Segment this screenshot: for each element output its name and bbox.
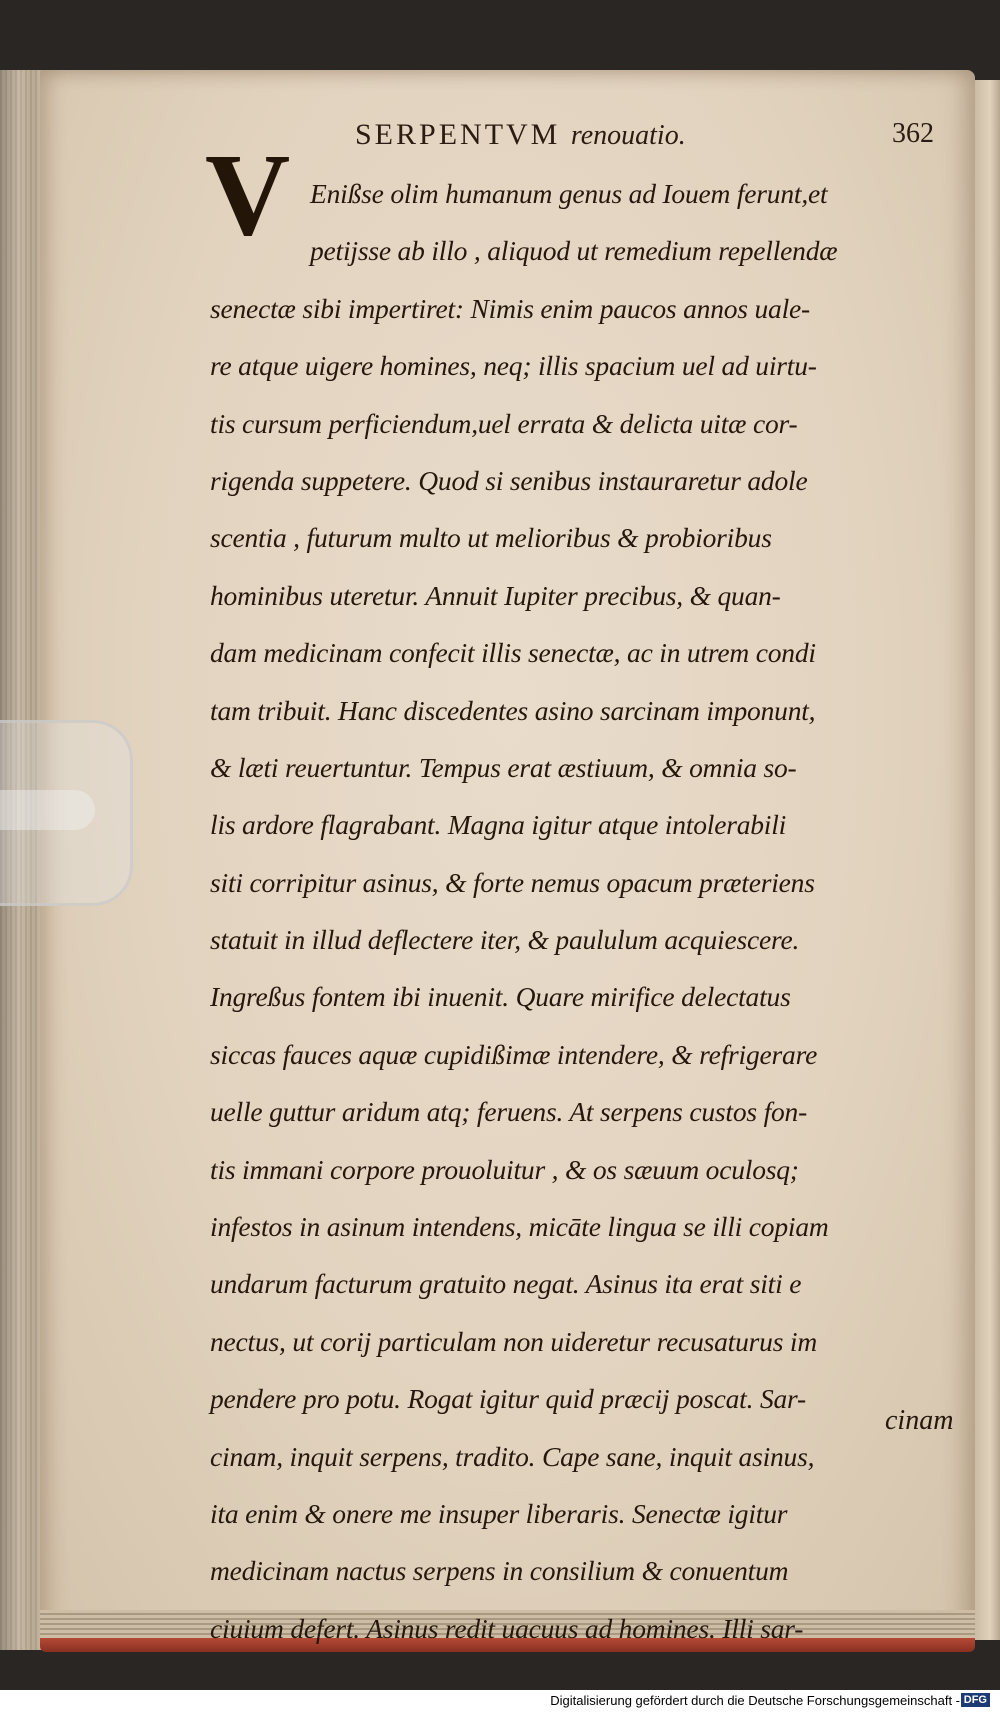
running-head <box>355 118 686 152</box>
text-line: scentia , futurum multo ut melioribus & probioribus <box>210 522 772 554</box>
drop-cap: V <box>205 129 291 260</box>
running-head-title: SERPENTVM <box>355 118 561 151</box>
text-line: & læti reuertuntur. Tempus erat æstiuum, & omnia so- <box>210 751 797 783</box>
text-line: re atque uigere homines, neq; illis spacium uel ad uirtu- <box>210 350 817 382</box>
text-line: ita enim & onere me insuper liberaris. Senectæ igitur <box>210 1497 788 1529</box>
page-edge-right <box>975 80 1000 1640</box>
text-line: siccas fauces aquæ cupidißimæ intendere, & refrigerare <box>210 1038 818 1070</box>
text-line: infestos in asinum intendens, micāte lingua se illi copiam <box>210 1211 829 1243</box>
bookmark-clip-inner <box>0 790 95 830</box>
text-line: rigenda suppetere. Quod si senibus instauraretur adole <box>210 464 808 496</box>
text-line: Ingreßus fontem ibi inuenit. Quare mirifice delectatus <box>210 981 791 1013</box>
text-line: tam tribuit. Hanc discedentes asino sarcinam imponunt, <box>210 694 816 726</box>
text-line: Enißse olim humanum genus ad Iouem ferunt,et <box>310 178 828 209</box>
text-line: senectæ sibi impertiret: Nimis enim paucos annos uale- <box>210 292 810 324</box>
page-number: 362 <box>892 118 934 149</box>
dfg-logo-icon: DFG <box>961 1693 990 1707</box>
text-line: hominibus uteretur. Annuit Iupiter precibus, & quan- <box>210 579 781 611</box>
text-line: siti corripitur asinus, & forte nemus opacum præteriens <box>210 866 815 898</box>
text-line: uelle guttur aridum atq; feruens. At serpens custos fon- <box>210 1096 808 1128</box>
text-line: nectus, ut corij particulam non uideretur recusaturus im <box>210 1325 817 1357</box>
text-line: statuit in illud deflectere iter, & paululum acquiescere. <box>210 924 800 956</box>
text-line: tis cursum perficiendum,uel errata & delicta uitæ cor- <box>210 407 798 439</box>
text-line: petijsse ab illo , aliquod ut remedium repellendæ <box>310 235 838 267</box>
text-line: lis ardore flagrabant. Magna igitur atque intolerabili <box>210 809 787 841</box>
text-line: medicinam nactus serpens in consilium & conuentum <box>210 1555 789 1587</box>
text-line: dam medicinam confecit illis senectæ, ac in utrem condi <box>210 637 816 669</box>
text-line: undarum facturum gratuito negat. Asinus ita erat siti e <box>210 1268 802 1300</box>
text-line: ciuium defert. Asinus redit uacuus ad homines. Illi sar- <box>210 1612 804 1644</box>
catchword: cinam <box>885 1405 954 1436</box>
footer-credit: Digitalisierung gefördert durch die Deutsche Forschungsgemeinschaft - <box>550 1693 960 1708</box>
text-line: tis immani corpore prouoluitur , & os sæuum oculosq; <box>210 1153 799 1185</box>
text-lines <box>210 178 975 1670</box>
text-line: cinam, inquit serpens, tradito. Cape sane, inquit asinus, <box>210 1440 815 1472</box>
text-line: pendere pro potu. Rogat igitur quid præcij poscat. Sar- <box>210 1383 806 1415</box>
running-head-subtitle: renouatio. <box>570 120 686 151</box>
